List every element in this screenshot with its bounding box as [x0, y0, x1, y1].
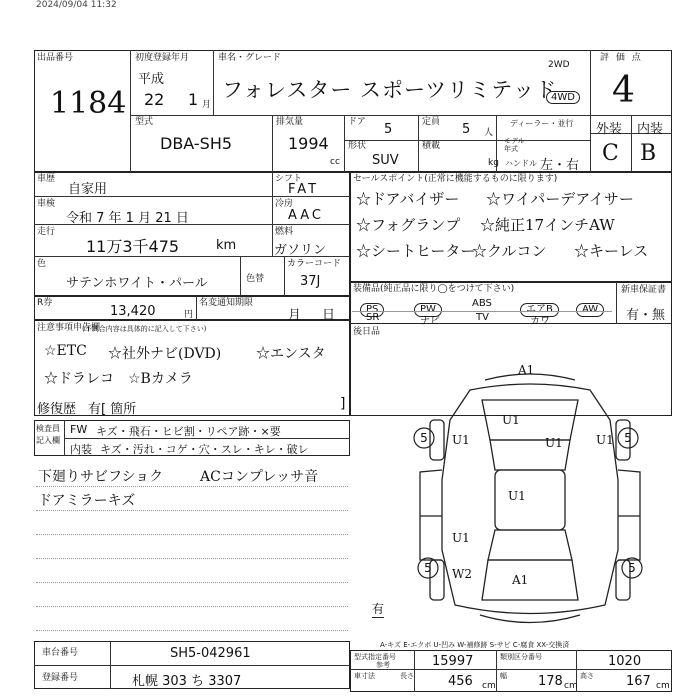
seats: 5 — [462, 122, 471, 137]
lot-number-label: 出品番号 — [37, 53, 74, 63]
fw-label: FW — [70, 423, 88, 436]
remark: ドアミラーキズ — [38, 493, 136, 509]
interior-label: 内装 — [637, 122, 664, 137]
car-damage-diagram — [400, 360, 660, 630]
rust-mark: 5 — [628, 561, 636, 575]
damage-legend: A-キズ E-エクボ U-凹み W-補修跡 S-サビ C-腐食 XX-交換済 — [380, 641, 570, 649]
era: 平成 — [138, 72, 165, 87]
damage-mark: U1 — [452, 433, 470, 447]
mileage-label: 走行 — [37, 227, 56, 237]
warranty-label: 新車保証書 — [621, 285, 667, 295]
timestamp: 2024/09/04 11:32 — [36, 0, 117, 10]
width-label: 幅 — [500, 672, 507, 680]
damage-mark: A1 — [512, 573, 529, 587]
repair-label: 修復歴 — [37, 402, 77, 417]
equip-aw-label: AW — [576, 303, 604, 317]
displacement: 1994 — [288, 134, 329, 153]
repair-bracket: ] — [340, 396, 346, 412]
warranty: 有・無 — [626, 308, 666, 323]
recycle-label: R券 — [37, 298, 53, 308]
note-item: ☆エンスタ — [256, 346, 326, 362]
inspection: 令和 7 年 1 月 21 日 — [66, 211, 189, 226]
model-year-label: モデル年式 — [504, 137, 525, 153]
month-unit: 月 — [202, 100, 212, 110]
interior-check-items: キズ・汚れ・コゲ・穴・スレ・キレ・破レ — [100, 443, 309, 456]
wheel-rear-left — [430, 560, 444, 600]
dealer-label: ディーラー・並行 — [510, 119, 574, 128]
model-label: 車名・グレード — [218, 53, 282, 63]
selling-point: ☆シートヒーター — [356, 242, 476, 260]
fuel-label: 燃料 — [275, 227, 294, 237]
mileage: 11万3千475 — [86, 237, 180, 256]
hood — [482, 400, 578, 440]
grade: 4 — [612, 70, 635, 111]
handle: 左・右 — [540, 158, 580, 173]
equip-aw — [576, 297, 604, 317]
rust-mark: 5 — [420, 431, 428, 445]
height-unit: cm — [656, 681, 670, 691]
type-label: 型式 — [135, 117, 154, 127]
reg-month: 1 — [188, 90, 199, 109]
damage-mark: U1 — [508, 489, 526, 503]
history-label: 車歴 — [37, 174, 56, 184]
cc-unit: cc — [330, 157, 340, 167]
selling-point: ☆ワイパーデアイサー — [486, 190, 634, 208]
chassis-number: SH5-042961 — [170, 646, 251, 661]
equipment-label: 装備品(純正品に限り◯をつけて下さい) — [353, 284, 515, 294]
inspection-label: 車検 — [37, 199, 56, 209]
grade-label: 評 価 点 — [600, 53, 643, 63]
handle-label: ハンドル — [505, 159, 537, 168]
km-unit: km — [216, 238, 237, 253]
right-doors — [618, 470, 640, 560]
equip-leather: カワ — [530, 316, 550, 327]
selling-point: ☆純正17インチAW — [480, 216, 615, 234]
displacement-label: 排気量 — [276, 117, 304, 127]
doors-label: ドア — [348, 117, 366, 127]
note-item: ☆ETC — [44, 343, 87, 359]
wheel-front-left — [430, 420, 444, 460]
cooling-label: 冷房 — [275, 199, 294, 209]
interior-check-label: 内装 — [70, 443, 92, 456]
width-unit: cm — [564, 681, 578, 691]
note-item: ☆ドラレコ — [44, 371, 114, 387]
model-no: 15997 — [432, 654, 474, 669]
selling-point: ☆クルコン — [472, 242, 547, 260]
damage-mark: W2 — [452, 567, 472, 581]
exterior-grade: C — [602, 141, 619, 166]
left-doors — [420, 470, 442, 560]
seats-label: 定員 — [422, 117, 441, 127]
shape: SUV — [372, 153, 399, 168]
postwork-label: 後日品 — [353, 327, 381, 337]
type-code: DBA-SH5 — [160, 134, 233, 153]
class-no: 1020 — [608, 654, 642, 669]
color-change-label: 色替 — [246, 274, 265, 284]
damage-mark: A1 — [518, 363, 535, 377]
interior-grade: B — [640, 141, 657, 166]
color-code-label: カラーコード — [287, 259, 342, 269]
rust-mark: 5 — [424, 561, 432, 575]
color-label: 色 — [37, 259, 47, 269]
shift: FAT — [288, 182, 320, 197]
width: 178 — [538, 674, 563, 689]
equip-ps-label: PS — [360, 303, 384, 317]
selling-point: ☆フォグランプ — [356, 216, 461, 234]
recycle-unit: 円 — [184, 310, 194, 320]
first-reg-label: 初度登録年月 — [135, 53, 190, 63]
inspector-label: 検査員記入欄 — [36, 424, 60, 445]
history-value: 自家用 — [68, 182, 108, 197]
chassis-label: 車台番号 — [42, 648, 79, 658]
trunk — [482, 560, 578, 600]
equip-pw-label: PW — [414, 303, 442, 317]
cooling: AAC — [288, 208, 324, 223]
model-name: フォレスター スポーツリミテッド — [222, 78, 558, 102]
equip-abs: ABS — [472, 298, 492, 309]
ref-label: 参考 — [376, 661, 390, 669]
damage-mark: U1 — [545, 436, 563, 450]
length-label: 長さ — [400, 672, 414, 680]
doors: 5 — [384, 122, 393, 137]
color-code: 37J — [300, 274, 321, 289]
shift-label: シフト — [275, 174, 303, 184]
reg-year: 22 — [144, 90, 165, 109]
damage-mark: U1 — [502, 413, 520, 427]
kg-unit: kg — [488, 158, 499, 168]
recycle-amount: 13,420 — [110, 304, 156, 319]
roof — [495, 470, 565, 530]
notes-label: 注意事項申告欄 — [37, 323, 101, 333]
equip-airbag-label: エアB — [520, 303, 559, 317]
selling-point: ☆ドアバイザー — [356, 190, 460, 208]
note-item: ☆社外ナビ(DVD) — [108, 346, 222, 362]
fw-items: キズ・飛石・ヒビ割・リペア跡・×要 — [96, 425, 281, 438]
rust-mark: 5 — [624, 431, 632, 445]
damage-mark: U1 — [596, 433, 614, 447]
exterior-label: 外装 — [596, 122, 623, 137]
remark: 下廻りサビフショク — [38, 469, 164, 485]
plate-number: 札幌 303 ち 3307 — [132, 674, 242, 689]
length-unit: cm — [482, 681, 496, 691]
selling-point: ☆キーレス — [574, 242, 649, 260]
drive-4wd: 4WD — [546, 91, 580, 104]
plate-label: 登録番号 — [42, 673, 79, 683]
expiry-label: 名変通知期限 — [199, 298, 254, 308]
class-label: 類別区分番号 — [500, 653, 542, 661]
shape-label: 形状 — [348, 141, 367, 151]
drive-2wd: 2WD — [548, 60, 570, 70]
color: サテンホワイト・パール — [66, 276, 208, 291]
equip-navi: ナビ — [420, 316, 440, 327]
height-label: 高さ — [580, 672, 594, 680]
equip-sr: SR — [366, 312, 380, 323]
seats-unit: 人 — [484, 128, 494, 138]
expiry-month: 月 — [288, 308, 302, 323]
load-label: 積載 — [422, 141, 441, 151]
damage-mark: U1 — [452, 531, 470, 545]
note-item: ☆Bカメラ — [128, 371, 193, 387]
equip-tv: TV — [476, 312, 489, 323]
stamp: 有 — [372, 602, 385, 616]
notes-sublabel: (不具合内容は具体的に記入して下さい) — [82, 325, 207, 333]
rear-window — [488, 530, 572, 560]
remark: ACコンプレッサ音 — [200, 469, 319, 485]
size-label: 車寸法 — [354, 672, 375, 680]
repair: 有[ 箇所 — [88, 402, 137, 417]
height: 167 — [626, 674, 651, 689]
expiry-day: 日 — [322, 308, 336, 323]
selling-points-label: セールスポイント(正常に機能するものに限ります) — [353, 174, 558, 184]
length: 456 — [448, 674, 473, 689]
model-no-label: 型式指定番号 — [354, 653, 396, 661]
fuel: ガソリン — [274, 243, 327, 258]
lot-number: 1184 — [50, 86, 127, 121]
rear-bumper — [480, 615, 580, 623]
